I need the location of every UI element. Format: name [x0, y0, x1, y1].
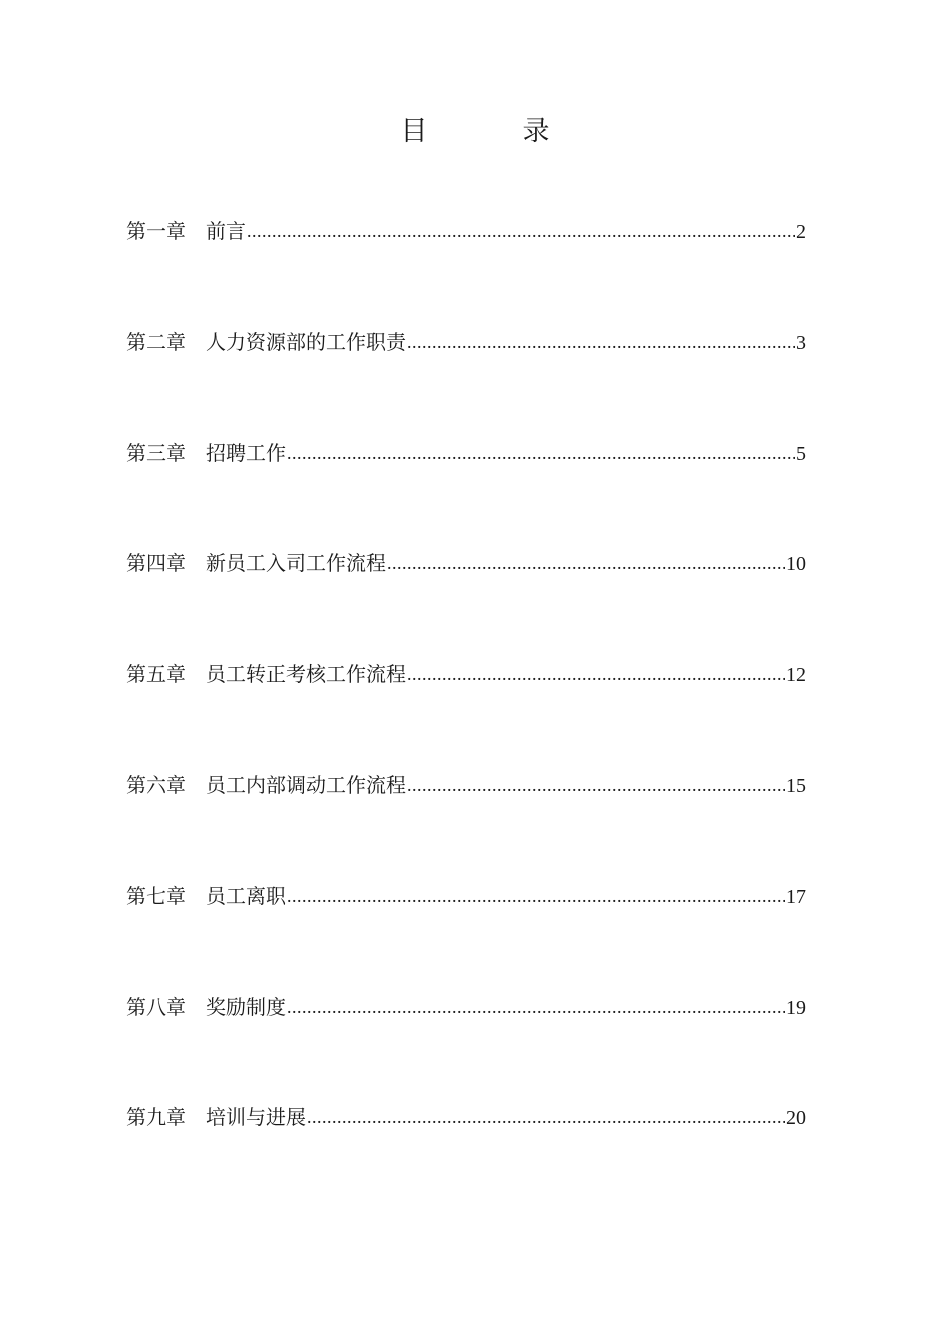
toc-dot-leader [247, 209, 795, 253]
toc-chapter-number: 第五章 [126, 662, 186, 687]
toc-page-number: 19 [786, 996, 806, 1019]
toc-dot-leader [307, 1095, 785, 1139]
toc-entry-chapter-7[interactable] [126, 874, 806, 918]
toc-dot-leader [287, 874, 785, 918]
toc-chapter-number: 第八章 [126, 994, 186, 1019]
toc-page-number: 10 [786, 553, 806, 576]
toc-chapter-title: 奖励制度 [206, 994, 286, 1019]
toc-chapter-title: 前言 [206, 219, 246, 243]
toc-chapter-title: 培训与进展 [206, 1105, 306, 1130]
toc-chapter-title: 员工内部调动工作流程 [206, 772, 406, 797]
toc-chapter-title: 员工转正考核工作流程 [206, 662, 406, 687]
toc-page-number: 12 [786, 664, 806, 687]
toc-page-number: 2 [796, 221, 806, 243]
toc-page-number: 20 [786, 1107, 806, 1130]
toc-chapter-number: 第七章 [126, 883, 186, 908]
toc-dot-leader [407, 320, 795, 364]
toc-entry-chapter-6[interactable] [126, 763, 806, 807]
toc-page-number: 3 [796, 331, 806, 354]
toc-dot-leader [287, 985, 785, 1029]
toc-chapter-number: 第六章 [126, 772, 186, 797]
toc-chapter-number: 第九章 [126, 1105, 186, 1130]
toc-chapter-number: 第三章 [126, 440, 186, 465]
toc-dot-leader [407, 763, 785, 807]
toc-title-char-1: 目 [400, 116, 428, 147]
toc-chapter-title: 招聘工作 [206, 440, 286, 465]
toc-dot-leader [407, 652, 785, 696]
toc-page-number: 17 [786, 885, 806, 908]
toc-title-char-2: 录 [522, 116, 550, 147]
toc-list [126, 209, 806, 1206]
toc-entry-chapter-8[interactable] [126, 985, 806, 1029]
toc-dot-leader [287, 431, 795, 475]
toc-entry-chapter-4[interactable] [126, 541, 806, 585]
toc-chapter-number: 第二章 [126, 329, 186, 354]
toc-chapter-number: 第一章 [126, 219, 186, 243]
toc-entry-chapter-9[interactable] [126, 1095, 806, 1139]
toc-page-number: 5 [796, 442, 806, 465]
toc-chapter-title: 新员工入司工作流程 [206, 551, 386, 576]
toc-entry-chapter-5[interactable] [126, 652, 806, 696]
toc-entry-chapter-1[interactable] [126, 209, 806, 253]
toc-entry-chapter-2[interactable] [126, 320, 806, 364]
toc-chapter-number: 第四章 [126, 551, 186, 576]
toc-chapter-title: 员工离职 [206, 883, 286, 908]
toc-title [0, 112, 950, 152]
toc-page-number: 15 [786, 774, 806, 797]
toc-dot-leader [387, 541, 785, 585]
toc-chapter-title: 人力资源部的工作职责 [206, 329, 406, 354]
toc-entry-chapter-3[interactable] [126, 431, 806, 475]
